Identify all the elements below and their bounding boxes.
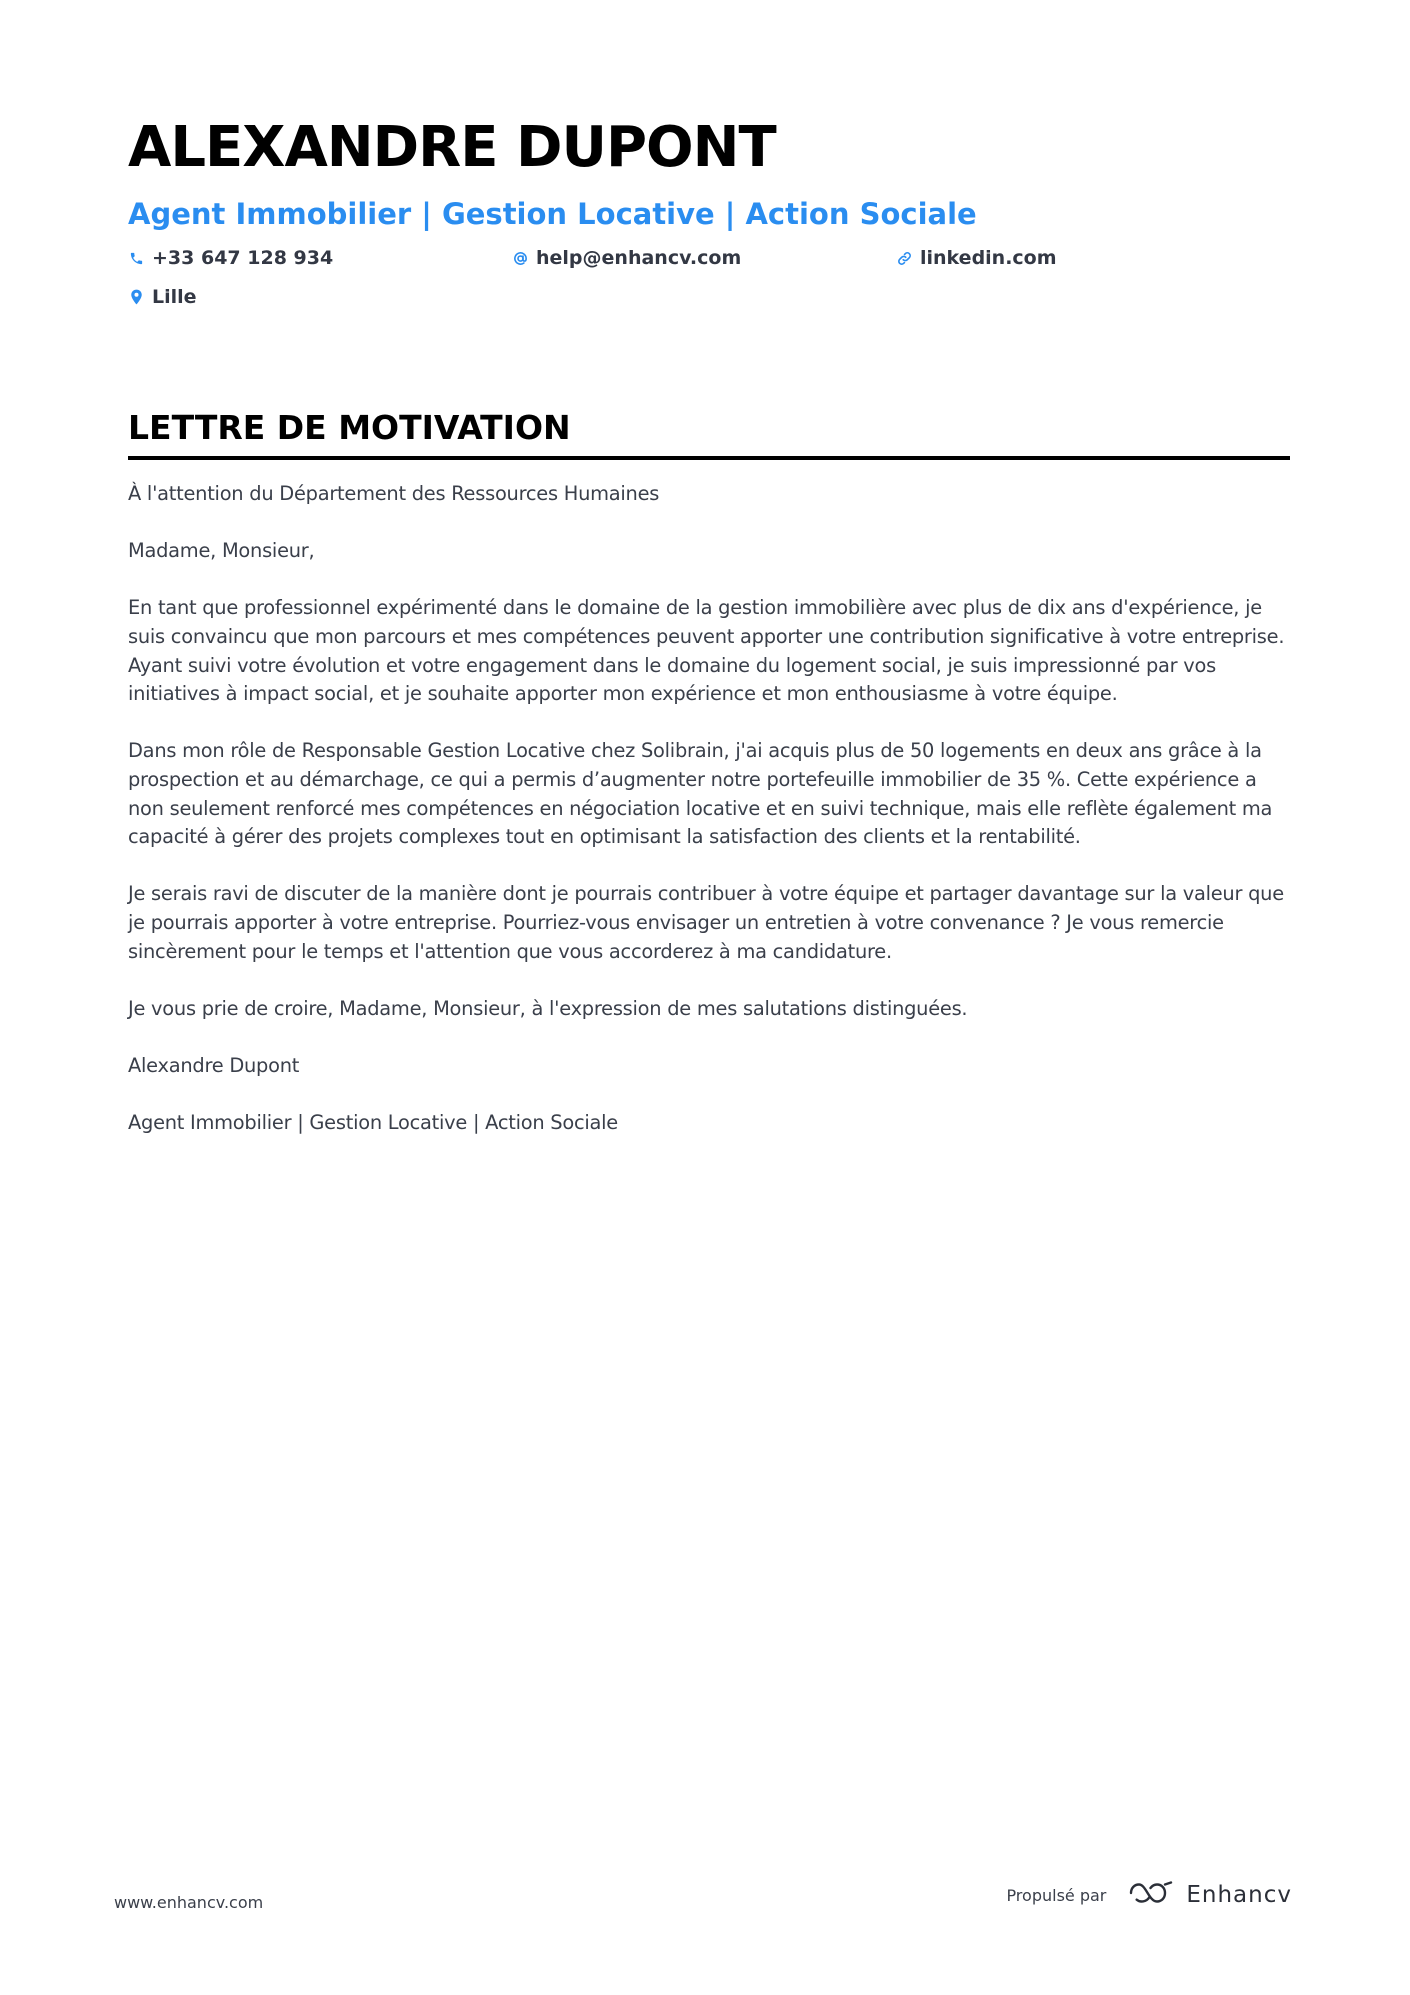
phone-value: +33 647 128 934: [152, 247, 334, 269]
candidate-headline: Agent Immobilier | Gestion Locative | Action Sociale: [128, 197, 977, 231]
letter-paragraph: En tant que professionnel expérimenté dans le domaine de la gestion immobilière avec plus de dix ans d'expérience, je suis convaincu que mon parcours et mes compétences peuvent apporter une contribution significative à votre entreprise. Ayant suivi votre évolution et votre engagement dans le domaine du logement social, je suis impressionné par vos initiatives à impact social, et je souhaite apporter mon expérience et mon enthousiasme à votre équipe.: [128, 596, 1285, 706]
signature-title: Agent Immobilier | Gestion Locative | Action Sociale: [128, 1111, 618, 1135]
contact-email[interactable]: [512, 244, 741, 272]
section-divider: [128, 456, 1290, 460]
contact-linkedin[interactable]: [896, 244, 1057, 272]
enhancv-logo-icon: [1128, 1880, 1186, 1911]
powered-by-label: Propulsé par: [1006, 1885, 1107, 1905]
at-icon: [512, 250, 528, 266]
cover-letter-page: [128, 108, 1290, 1166]
link-icon: [896, 250, 912, 266]
letter-paragraph: Dans mon rôle de Responsable Gestion Locative chez Solibrain, j'ai acquis plus de 50 logements en deux ans grâce à la prospection et au démarchage, ce qui a permis d’augmenter notre portefeuille immobilier de 35 %. Cette expérience a non seulement renforcé mes compétences en négociation locative et en suivi technique, mais elle reflète également ma capacité à gérer des projets complexes tout en optimisant la satisfaction des clients et la rentabilité.: [128, 739, 1273, 849]
signature-name: Alexandre Dupont: [128, 1053, 300, 1077]
location-value: Lille: [152, 286, 197, 308]
footer-brand[interactable]: [1006, 1877, 1292, 1913]
enhancv-brand-name: Enhancv: [1186, 1882, 1292, 1908]
letter-recipient: À l'attention du Département des Ressources Humaines: [128, 482, 660, 505]
candidate-name: ALEXANDRE DUPONT: [128, 115, 776, 180]
letter-closing: Je vous prie de croire, Madame, Monsieur, à l'expression de mes salutations distinguées.: [128, 996, 968, 1020]
section-title: LETTRE DE MOTIVATION: [128, 408, 571, 447]
phone-icon: [128, 250, 144, 266]
email-value: help@enhancv.com: [536, 247, 742, 269]
contact-location: [128, 283, 197, 311]
letter-body: [128, 480, 1290, 1138]
contact-info: [128, 244, 1290, 322]
linkedin-value: linkedin.com: [920, 247, 1057, 269]
location-pin-icon: [128, 289, 144, 305]
footer-website-link[interactable]: www.enhancv.com: [114, 1893, 264, 1912]
letter-salutation: Madame, Monsieur,: [128, 539, 315, 563]
contact-phone[interactable]: [128, 244, 333, 272]
letter-paragraph: Je serais ravi de discuter de la manière dont je pourrais contribuer à votre équipe et partager davantage sur la valeur que je pourrais apporter à votre entreprise. Pourriez-vous envisager un entretien à votre convenance ? Je vous remercie sincèrement pour le temps et l'attention que vous accorderez à ma candidature.: [128, 882, 1284, 963]
